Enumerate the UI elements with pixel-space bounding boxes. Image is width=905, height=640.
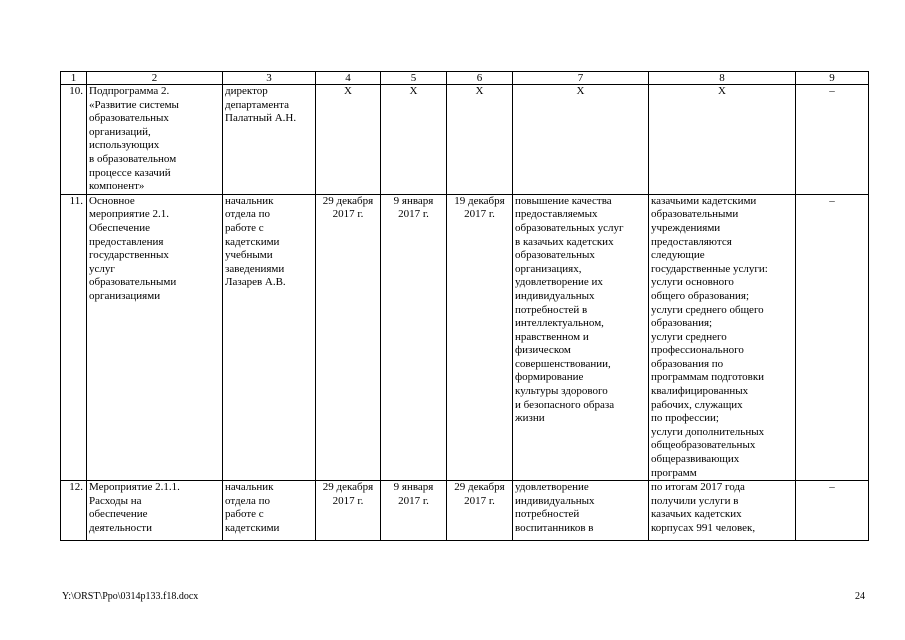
column-header: 6 [447, 72, 513, 85]
note: – [796, 194, 869, 480]
row-number: 11. [61, 194, 87, 480]
expected-result: Х [513, 85, 649, 195]
table-row [61, 481, 869, 541]
actual-result: казачьими кадетскими образовательными учреждениями предоставляются следующие государственные услуги: услуги основного общего образования; услуги среднего общего образования; услуги среднего профессионального образования по программам подготовки квалифицированных рабочих, служащих по профессии; услуги дополнительных общеобразовательных общеразвивающих программ [649, 194, 796, 480]
expected-result: повышение качества предоставляемых образовательных услуг в казачьих кадетских образовательных организациях, удовлетворение их индивидуальных потребностей в интеллектуальном, нравственном и физическом совершенствовании, формирование культуры здорового и безопасного образа жизни [513, 194, 649, 480]
event-name: Мероприятие 2.1.1. Расходы на обеспечение деятельности [87, 481, 223, 541]
event-name: Основное мероприятие 2.1. Обеспечение предоставления государственных услуг образовательными организациями [87, 194, 223, 480]
start-date: 9 января 2017 г. [381, 481, 447, 541]
responsible-person: начальник отдела по работе с кадетскими учебными заведениями Лазарев А.В. [223, 194, 316, 480]
actual-result: по итогам 2017 года получили услуги в казачьих кадетских корпусах 991 человек, [649, 481, 796, 541]
start-date: Х [381, 85, 447, 195]
column-header: 8 [649, 72, 796, 85]
table-header-row [61, 72, 869, 85]
plan-date: 29 декабря 2017 г. [316, 194, 381, 480]
events-table [60, 71, 869, 541]
column-header: 7 [513, 72, 649, 85]
column-header: 9 [796, 72, 869, 85]
column-header: 4 [316, 72, 381, 85]
responsible-person: начальник отдела по работе с кадетскими [223, 481, 316, 541]
actual-result: Х [649, 85, 796, 195]
note: – [796, 481, 869, 541]
end-date: 29 декабря 2017 г. [447, 481, 513, 541]
table-row [61, 85, 869, 195]
page-number: 24 [855, 591, 865, 602]
end-date: 19 декабря 2017 г. [447, 194, 513, 480]
column-header: 5 [381, 72, 447, 85]
note: – [796, 85, 869, 195]
column-header: 3 [223, 72, 316, 85]
column-header: 2 [87, 72, 223, 85]
column-header: 1 [61, 72, 87, 85]
start-date: 9 января 2017 г. [381, 194, 447, 480]
expected-result: удовлетворение индивидуальных потребностей воспитанников в [513, 481, 649, 541]
document-path: Y:\ORST\Ppo\0314p133.f18.docx [62, 591, 199, 602]
plan-date: 29 декабря 2017 г. [316, 481, 381, 541]
event-name: Подпрограмма 2. «Развитие системы образовательных организаций, использующих в образовательном процессе казачий компонент» [87, 85, 223, 195]
table-row [61, 194, 869, 480]
end-date: Х [447, 85, 513, 195]
responsible-person: директор департамента Палатный А.Н. [223, 85, 316, 195]
row-number: 12. [61, 481, 87, 541]
plan-date: Х [316, 85, 381, 195]
row-number: 10. [61, 85, 87, 195]
